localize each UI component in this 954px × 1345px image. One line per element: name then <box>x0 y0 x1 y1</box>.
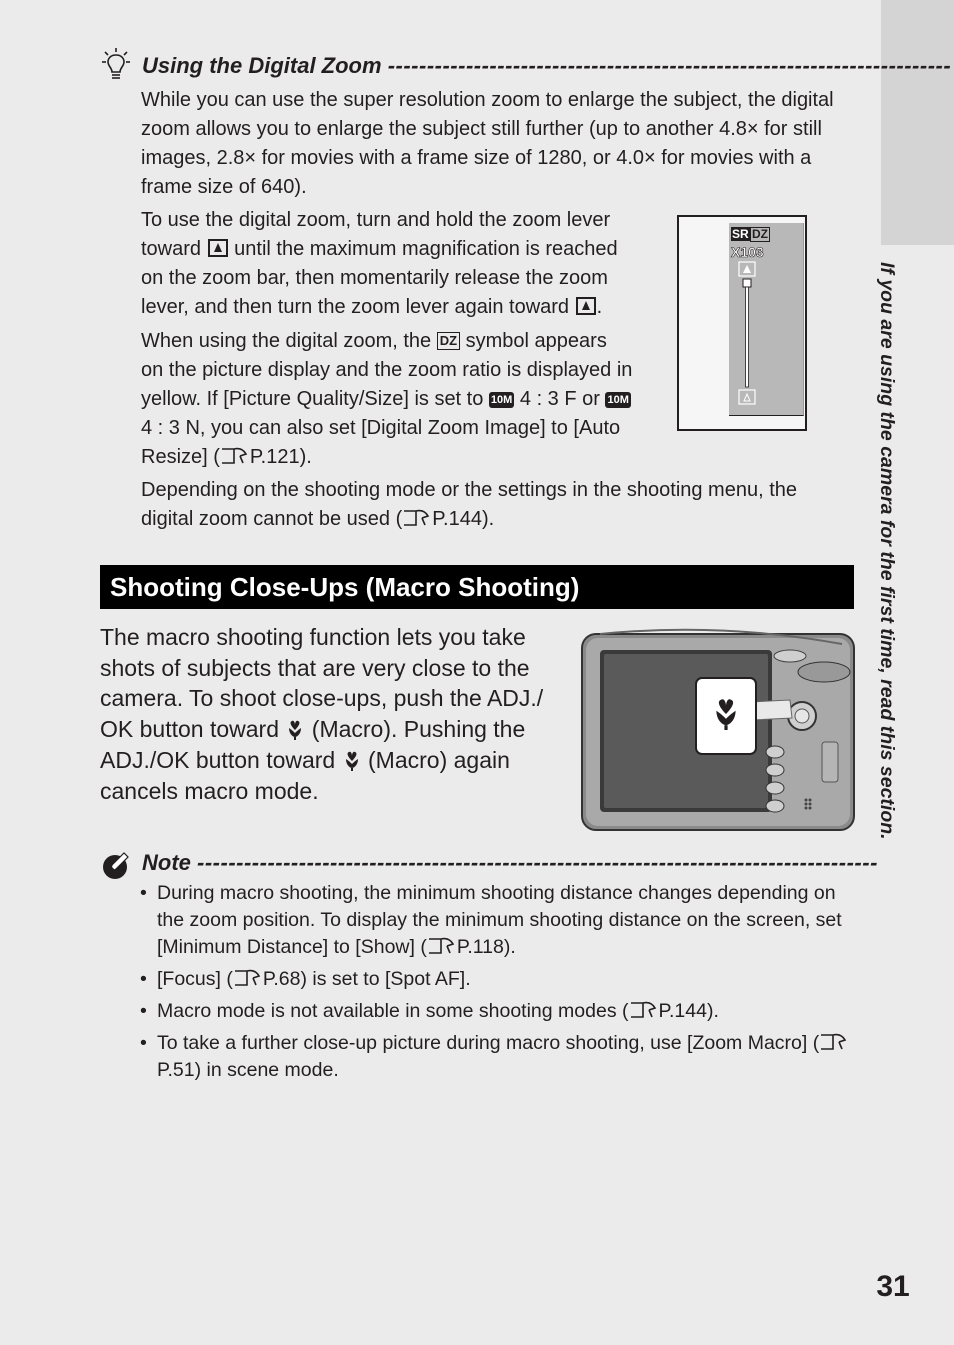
list-item: • During macro shooting, the minimum shooting distance changes depending on the zoom position. To display the minimum shooting distance on the screen, set [Minimum Distance] to [Show] ( P.118). <box>140 880 855 961</box>
10m-size-icon: 10M <box>607 394 629 406</box>
page-reference-icon <box>233 968 263 988</box>
zoom-ratio: X103 <box>731 244 764 260</box>
lightbulb-icon <box>102 48 130 82</box>
camera-illustration <box>580 622 856 832</box>
zoom-bar-display <box>677 215 807 431</box>
section-title: Shooting Close-Ups (Macro Shooting) <box>100 565 854 609</box>
telephoto-icon <box>575 296 597 316</box>
memo-paragraph-3: When using the digital zoom, the DZ symbol appears on the picture display and the zoom ratio is displayed in yellow. If [Picture Quality/Size] is set to 10M 4 : 3 F or 10M 4 : 3 N, you can also set [Digital Zoom Image] to [Auto Resize] ( P.121). <box>141 330 633 468</box>
memo-paragraph-4: Depending on the shooting mode or the settings in the shooting menu, the digital zoom cannot be used ( P.144). <box>141 479 798 530</box>
side-tab <box>881 0 954 245</box>
memo-paragraph-1: While you can use the super resolution zoom to enlarge the subject, the digital zoom allows you to enlarge the subject still further (up to another 4.8× for still images, 2.8× for movies with a frame size of 1280, or 4.0× for movies with a frame size of 640). <box>141 89 834 198</box>
list-item: • Macro mode is not available in some shooting modes ( P.144). <box>140 998 855 1025</box>
note-title: Note --------------------------------------------------------------------------------------- <box>142 850 878 875</box>
zoom-bar-screen <box>729 223 804 416</box>
page-number: 31 <box>876 1270 910 1303</box>
telephoto-icon <box>207 238 229 258</box>
memo-title: Using the Digital Zoom ------------------------------------------------------------------------ <box>142 53 952 78</box>
10m-size-icon: 10M <box>490 394 513 406</box>
macro-flower-icon <box>285 720 305 740</box>
macro-flower-icon <box>342 751 362 771</box>
list-item: • [Focus] ( P.68) is set to [Spot AF]. <box>140 966 855 993</box>
note-list <box>140 880 855 1089</box>
side-tab-text: If you are using the camera for the first time, read this section. <box>876 262 898 840</box>
page-reference-icon <box>629 1000 659 1020</box>
zoom-bar-icon <box>737 261 759 406</box>
note-heading <box>100 845 878 879</box>
memo-heading <box>100 48 952 82</box>
macro-body: The macro shooting function lets you take shots of subjects that are very close to the camera. To shoot close-ups, push the ADJ./ OK button toward (Macro). Pushing the ADJ./OK button toward (Macro) again cancels macro mode. <box>100 624 544 804</box>
list-item: • To take a further close-up picture during macro shooting, use [Zoom Macro] (P.51) in scene mode. <box>140 1030 855 1084</box>
memo-paragraph-2: To use the digital zoom, turn and hold the zoom lever toward until the maximum magnification is reached on the zoom bar, then momentarily release the zoom lever, and then turn the zoom lever again toward . <box>141 209 618 318</box>
page-reference-icon <box>402 508 432 528</box>
dz-badge: DZ <box>752 227 768 241</box>
sr-badge: SR <box>732 227 749 241</box>
dz-badge-icon: DZ <box>437 332 460 350</box>
pencil-note-icon <box>102 847 130 881</box>
page-reference-icon <box>819 1032 849 1052</box>
page-reference-icon <box>427 936 457 956</box>
page-reference-icon <box>220 446 250 466</box>
